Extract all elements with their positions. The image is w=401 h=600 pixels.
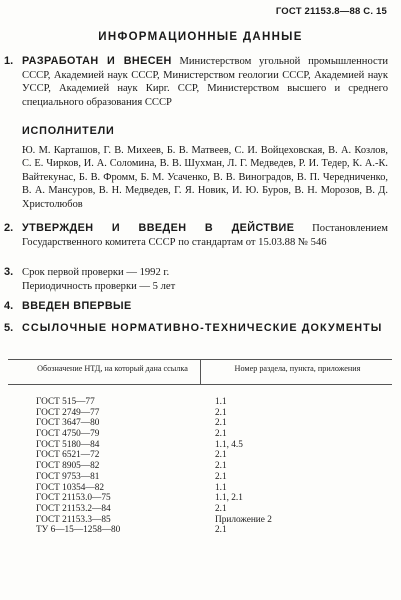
- table-row: [0, 472, 401, 483]
- table-cell-document: ГОСТ 4750—79: [36, 429, 100, 440]
- table-header-section: Номер раздела, пункта, приложения: [234, 364, 361, 373]
- table-cell-section: 1.1: [215, 482, 227, 493]
- section-3-number: 3.: [4, 266, 14, 278]
- section-2-number: 2.: [4, 222, 14, 234]
- table-cell-document: ГОСТ 8905—82: [36, 461, 100, 472]
- table-cell-document: ГОСТ 2749—77: [36, 407, 100, 418]
- table-cell-document: ГОСТ 515—77: [36, 397, 95, 407]
- table-cell-document: ГОСТ 6521—72: [36, 450, 100, 461]
- table-row: [0, 525, 401, 536]
- table-cell-section: 2.1: [215, 450, 227, 461]
- executors-names: Ю. М. Карташов, Г. В. Михеев, Б. В. Матвеев, С. И. Войцеховская, В. А. Козлов, С. Е. Чирков, И. А. Соломина, В. В. Шухман, Л. Г. Медведев, Р. И. Тедер, К. А.-К. Вайтекунас, Б. В. Фромм, Б. М. Усаченко, В. В. Виноградов, В. П. Чередниченко, В. А. Мансуров, В. Н. Медведев, Г. Я. Новик, И. Ю. Буров, В. Н. Морозов, В. Д. Христолюбов: [22, 145, 388, 210]
- section-2-lead: УТВЕРЖДЕН И ВВЕДЕН В ДЕЙСТВИЕ: [22, 222, 295, 234]
- table-cell-document: ГОСТ 21153.0—75: [36, 493, 111, 504]
- section-3-periodicity: Периодичность проверки — 5 лет: [22, 280, 176, 292]
- table-row: [0, 418, 401, 429]
- section-1-lead: РАЗРАБОТАН И ВНЕСЕН: [22, 55, 172, 67]
- table-row: [0, 450, 401, 461]
- table-row: [0, 483, 401, 494]
- table-row: [0, 515, 401, 526]
- table-header-document: Обозначение НТД, на который дана ссылка: [37, 364, 188, 373]
- table-cell-document: ГОСТ 10354—82: [36, 482, 105, 493]
- table-cell-document: ГОСТ 21153.3—85: [36, 514, 111, 525]
- section-4-number: 4.: [4, 300, 14, 312]
- table-column-divider: [200, 359, 201, 384]
- section-5-lead: ССЫЛОЧНЫЕ НОРМАТИВНО-ТЕХНИЧЕСКИЕ ДОКУМЕНТЫ: [22, 322, 383, 334]
- table-cell-section: 1.1, 4.5: [215, 439, 243, 450]
- table-cell-section: 1.1, 2.1: [215, 493, 243, 504]
- section-1-number: 1.: [4, 55, 14, 67]
- section-3-first-check: Срок первой проверки — 1992 г.: [22, 267, 170, 278]
- table-cell-document: ГОСТ 5180—84: [36, 439, 100, 450]
- table-row: [0, 440, 401, 451]
- table-row: [0, 493, 401, 504]
- table-cell-section: 2.1: [215, 471, 227, 482]
- table-cell-section: 2.1: [215, 429, 227, 440]
- table-row: [0, 397, 401, 408]
- table-row: [0, 504, 401, 515]
- table-cell-document: ГОСТ 21153.2—84: [36, 503, 111, 514]
- section-2-text: Постановлением Государственного комитета СССР по стандартам от 15.03.88 № 546: [22, 223, 388, 248]
- section-5-number: 5.: [4, 322, 14, 334]
- section-1-text: Министерством угольной промышленности СССР, Академией наук СССР, Министерством геологии СССР, Академией наук УССР, Академией наук Кирг. ССР, Министерством высшего и среднего специального образования СССР: [22, 56, 389, 108]
- gost-page-reference: ГОСТ 21153.8—88 С. 15: [275, 6, 387, 17]
- table-cell-section: 2.1: [215, 525, 227, 536]
- table-cell-section: 2.1: [215, 418, 227, 429]
- reference-table-body: [0, 397, 401, 536]
- section-4-lead: ВВЕДЕН ВПЕРВЫЕ: [22, 300, 132, 312]
- section-3: [4, 266, 388, 293]
- table-cell-document: ГОСТ 3647—80: [36, 418, 100, 429]
- table-cell-document: ГОСТ 9753—81: [36, 471, 100, 482]
- table-row: [0, 429, 401, 440]
- table-cell-section: 2.1: [215, 503, 227, 514]
- section-2: [4, 222, 388, 249]
- section-1: [4, 55, 388, 109]
- table-cell-section: Приложение 2: [215, 514, 272, 525]
- table-cell-section: 2.1: [215, 407, 227, 418]
- page-title: ИНФОРМАЦИОННЫЕ ДАННЫЕ: [98, 31, 303, 43]
- section-4: [4, 300, 388, 314]
- table-row: [0, 408, 401, 419]
- table-cell-section: 1.1: [215, 397, 227, 407]
- table-row: [0, 461, 401, 472]
- table-cell-document: ТУ 6—15—1258—80: [36, 525, 121, 536]
- executors-heading: ИСПОЛНИТЕЛИ: [22, 125, 115, 137]
- section-5: [4, 322, 388, 336]
- table-header-rule: [8, 384, 392, 385]
- table-cell-section: 2.1: [215, 461, 227, 472]
